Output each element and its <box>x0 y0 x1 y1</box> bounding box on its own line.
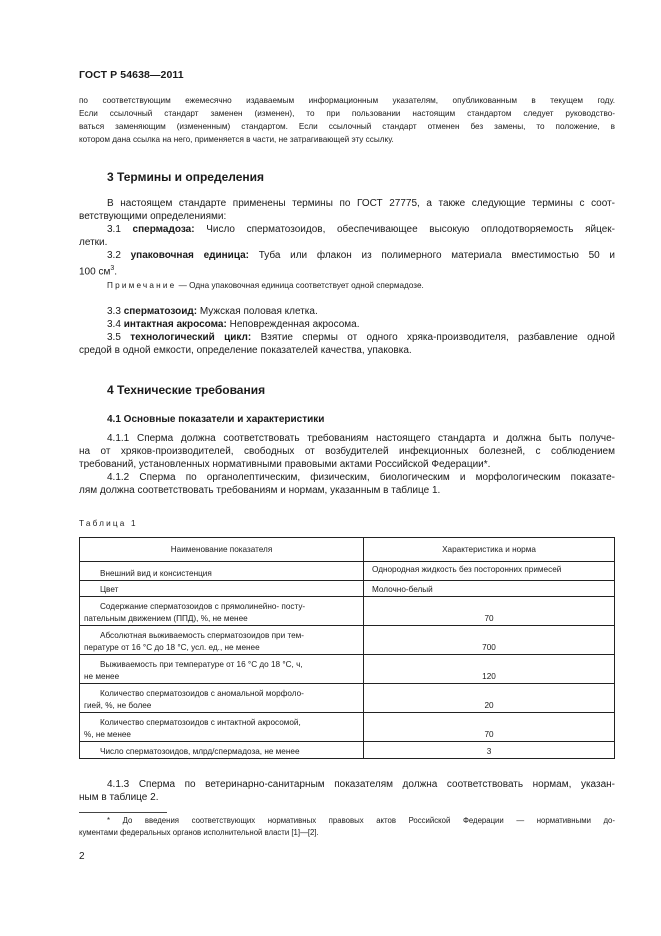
table-cell-indicator <box>80 597 364 626</box>
term-3-2-number: 3.2 <box>107 250 121 261</box>
document-header: ГОСТ Р 54638—2011 <box>79 69 184 81</box>
table-row <box>80 684 615 713</box>
table-cell-indicator <box>80 742 364 759</box>
table-row <box>80 713 615 742</box>
footnote-line-1: * До введения соответствующих нормативных правовых актов Российской Федерации — нормативными до- <box>107 816 615 825</box>
indicator-line: пературе от 16 °С до 18 °С, усл. ед., не менее <box>84 643 260 652</box>
table-cell-norm: 70 <box>364 597 615 626</box>
section-4-heading: 4 Технические требования <box>107 383 266 397</box>
note-text: — Одна упаковочная единица соответствует одной спермадозе. <box>176 281 424 290</box>
indicator-line: Внешний вид и консистенция <box>100 569 212 578</box>
intro-line-3: ваться заменяющим (измененным) стандартом. Если ссылочный стандарт отменен без замены, то положение, в <box>79 122 615 131</box>
term-3-2-superscript: 3 <box>110 265 115 272</box>
table-cell-norm: 3 <box>364 742 615 759</box>
table-row <box>80 626 615 655</box>
note-3-2 <box>107 281 424 290</box>
term-3-5-definition: Взятие спермы от одного хряка-производителя, разбавление одной <box>260 332 616 343</box>
table-cell-indicator <box>80 581 364 597</box>
term-3-3-definition: Мужская половая клетка. <box>199 306 318 317</box>
term-3-5-definition-cont: средой в одной емкости, определение показателей качества, упаковка. <box>79 345 412 356</box>
para-4-1-3 <box>79 778 615 804</box>
footnote-divider <box>79 812 167 813</box>
term-3-3 <box>79 305 615 318</box>
term-3-4 <box>79 318 615 331</box>
indicator-line: Выживаемость при температуре от 16 °С до 18 °С, ч, <box>100 660 303 669</box>
table-header-indicator: Наименование показателя <box>80 538 364 562</box>
table-1 <box>79 537 615 759</box>
term-3-2-period: . <box>114 266 118 278</box>
term-3-2-unit: 100 см <box>79 266 111 278</box>
table-cell-indicator <box>80 626 364 655</box>
section-3-terms-continued <box>79 305 615 357</box>
term-3-4-definition: Неповрежденная акросома. <box>229 319 360 330</box>
para-4-1-1-line-1: 4.1.1 Сперма должна соответствовать требованиям настоящего стандарта и должна быть получе- <box>107 433 615 444</box>
para-4-1-2-line-2: лям должна соответствовать требованиям и нормам, указанным в таблице 1. <box>79 485 441 496</box>
table-row <box>80 742 615 759</box>
section-3-intro-line-1: В настоящем стандарте применены термины по ГОСТ 27775, а также следующие термины с соот- <box>107 198 615 209</box>
table-row <box>80 655 615 684</box>
subsection-4-1-heading: 4.1 Основные показатели и характеристики <box>107 414 325 425</box>
term-3-2-term: упаковочная единица: <box>130 250 249 261</box>
table-cell-norm: Молочно-белый <box>364 581 615 597</box>
table-cell-indicator <box>80 684 364 713</box>
term-3-5-number: 3.5 <box>107 332 121 343</box>
intro-line-1: по соответствующим ежемесячно издаваемым информационным указателям, опубликованным в текущем году. <box>79 96 615 105</box>
indicator-line: Число сперматозоидов, млрд/спермадоза, не менее <box>100 747 300 756</box>
table-cell-indicator <box>80 562 364 581</box>
indicator-line: не менее <box>84 672 120 681</box>
indicator-line: %, не менее <box>84 730 131 739</box>
term-3-3-number: 3.3 <box>107 306 121 317</box>
para-4-1-3-line-2: ным в таблице 2. <box>79 792 159 803</box>
page-number: 2 <box>79 851 85 862</box>
indicator-line: Количество сперматозоидов с интактной акросомой, <box>100 718 301 727</box>
term-3-2-definition: Туба или флакон из полимерного материала вместимостью 50 и <box>258 250 615 261</box>
footnote <box>79 815 615 839</box>
term-3-4-term: интактная акросома: <box>123 319 227 330</box>
table-row <box>80 581 615 597</box>
para-4-1-1-line-2: на от хряков-производителей, свободных от возбудителей инфекционных болезней, с соблюдением <box>79 446 615 457</box>
term-3-1-definition: Число сперматозоидов, обеспечивающее высокую оплодотворяемость яйцек- <box>206 224 615 235</box>
indicator-line: Содержание сперматозоидов с прямолинейно- посту- <box>100 602 306 611</box>
table-row <box>80 562 615 581</box>
table-header-row <box>80 538 615 562</box>
table-header-norm: Характеристика и норма <box>364 538 615 562</box>
indicator-line: Абсолютная выживаемость сперматозоидов при тем- <box>100 631 305 640</box>
table-cell-norm: 120 <box>364 655 615 684</box>
term-3-1-number: 3.1 <box>107 224 121 235</box>
term-3-1-term: спермадоза: <box>132 224 195 235</box>
table-cell-norm: 20 <box>364 684 615 713</box>
para-4-1-2-line-1: 4.1.2 Сперма по органолептическим, физическим, биологическим и морфологическим показате- <box>107 472 615 483</box>
term-3-5-term: технологический цикл: <box>130 332 252 343</box>
indicator-line: Количество сперматозоидов с аномальной морфоло- <box>100 689 304 698</box>
term-3-1 <box>79 223 615 236</box>
section-3-body <box>79 197 615 278</box>
section-4-body <box>79 432 615 497</box>
table-cell-norm: 700 <box>364 626 615 655</box>
table-cell-norm: 70 <box>364 713 615 742</box>
term-3-3-term: сперматозоид: <box>123 306 198 317</box>
table-row <box>80 597 615 626</box>
table-cell-indicator <box>80 713 364 742</box>
indicator-line: Цвет <box>100 585 119 594</box>
term-3-2 <box>79 249 615 262</box>
intro-paragraph <box>79 94 615 146</box>
table-cell-indicator <box>80 655 364 684</box>
table-cell-norm: Однородная жидкость без посторонних примесей <box>364 562 615 581</box>
term-3-2-definition-cont <box>79 262 615 278</box>
indicator-line: гией, %, не более <box>84 701 152 710</box>
intro-line-2: Если ссылочный стандарт заменен (изменен), то при пользовании настоящим стандартом следует руководство- <box>79 109 615 118</box>
table-caption: Таблица 1 <box>79 519 138 528</box>
section-3-intro-line-2: ветствующими определениями: <box>79 211 227 222</box>
para-4-1-3-line-1: 4.1.3 Сперма по ветеринарно-санитарным показателям должна соответствовать нормам, указан- <box>107 779 615 790</box>
term-3-1-definition-cont: летки. <box>79 237 108 248</box>
intro-line-4: котором дана ссылка на него, применяется в части, не затрагивающей эту ссылку. <box>79 135 394 144</box>
footnote-line-2: кументами федеральных органов исполнительной власти [1]—[2]. <box>79 828 319 837</box>
term-3-4-number: 3.4 <box>107 319 121 330</box>
indicator-line: пательным движением (ППД), %, не менее <box>84 614 248 623</box>
section-3-heading: 3 Термины и определения <box>107 170 265 184</box>
para-4-1-1-line-3: требований, установленных нормативными правовыми актами Российской Федерации*. <box>79 459 491 470</box>
term-3-5 <box>79 331 615 344</box>
note-label: Примечание <box>107 281 177 290</box>
